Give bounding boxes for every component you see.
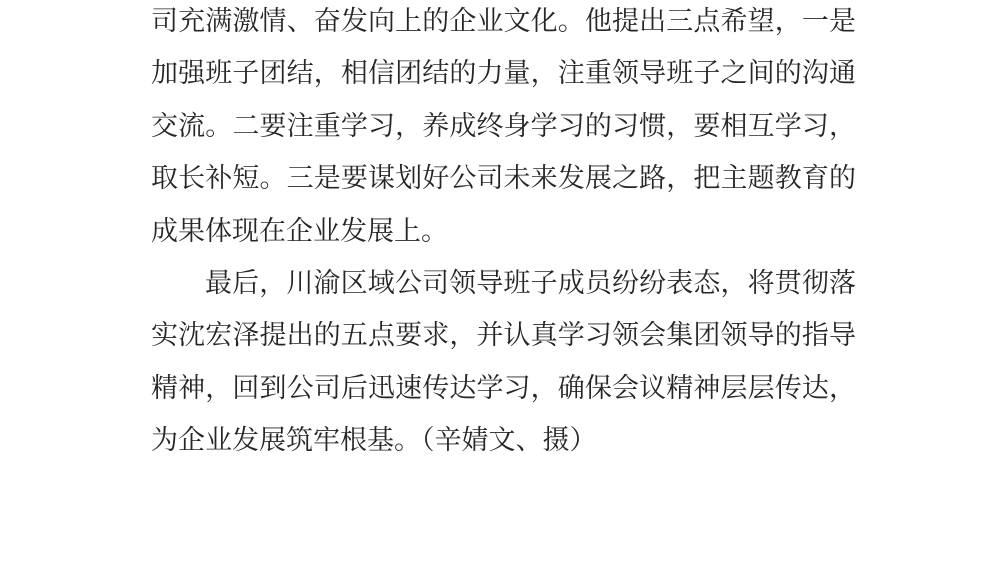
document-text-block <box>151 0 856 467</box>
text-line: 取长补短。三是要谋划好公司未来发展之路，把主题教育的 <box>151 163 856 194</box>
paragraph-1 <box>151 0 856 257</box>
text-line: 最后，川渝区域公司领导班子成员纷纷表态，将贯彻落 <box>205 268 856 299</box>
text-line: 交流。二要注重学习，养成终身学习的习惯，要相互学习， <box>151 110 856 141</box>
text-line: 实沈宏泽提出的五点要求，并认真学习领会集团领导的指导 <box>151 320 856 351</box>
paragraph-2 <box>151 257 856 467</box>
text-line: 为企业发展筑牢根基。（辛婧文、摄） <box>151 425 597 456</box>
text-line: 加强班子团结，相信团结的力量，注重领导班子之间的沟通 <box>151 58 856 89</box>
text-line: 司充满激情、奋发向上的企业文化。他提出三点希望，一是 <box>151 6 856 36</box>
text-line: 成果体现在企业发展上。 <box>151 215 448 246</box>
text-line: 精神，回到公司后迅速传达学习，确保会议精神层层传达， <box>151 372 856 403</box>
